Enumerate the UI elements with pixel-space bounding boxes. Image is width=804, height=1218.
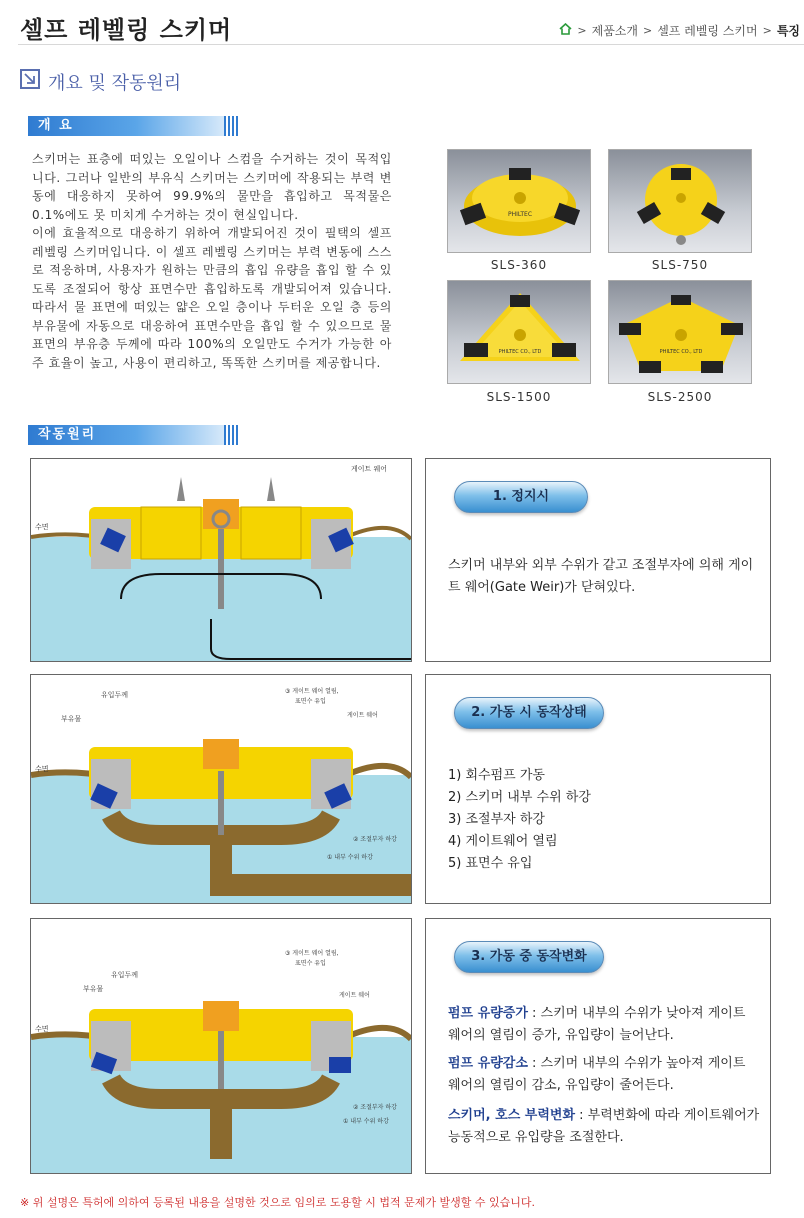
step-title: 3. 가동 중 동작변화 [454,941,604,973]
step-list-item: 5) 표면수 유입 [448,856,533,871]
diagram-label: ① 내부 수위 하강 [327,854,373,861]
diagram-label: 표면수 유입 [295,698,326,705]
step-item [448,1003,760,1047]
diagram-label: 부유물 [61,715,82,723]
step-item [448,1053,760,1097]
chevron-right-icon: > [577,24,587,37]
diagram-label: 유입두께 [101,691,129,699]
step-item-text: : 스키머 내부의 수위가 높아져 게이트 웨어의 열림이 감소, 유입량이 줄어든다. [448,1056,746,1093]
chevron-right-icon: > [762,24,772,37]
diagram-label: 표면수 유입 [295,960,326,967]
step-list [448,765,591,875]
diagram-running [30,674,412,904]
step-list-item: 4) 게이트웨어 열림 [448,834,558,849]
step-card-variation [425,918,771,1174]
diagram-label: 게이트 웨어 [347,712,378,719]
band-stripes [224,425,238,445]
product-brand-label: PHILTEC CO., LTD [659,349,703,355]
diagram-label: ① 내부 수위 하강 [343,1118,389,1125]
overview-heading: 개 요 [28,116,224,136]
operation-heading: 작동원리 [28,425,224,445]
band-stripes [224,116,238,136]
step-card-idle [425,458,771,662]
diagram-variation [30,918,412,1174]
product-photo-sls-360 [447,149,591,253]
legal-notice: ※ 위 설명은 특허에 의하여 등록된 내용을 설명한 것으로 임의로 도용할 시 법적 문제가 발생할 수 있습니다. [20,1196,535,1209]
product-caption: SLS-2500 [647,390,713,404]
step-title: 2. 가동 시 동작상태 [454,697,604,729]
product-brand-label: PHILTEC CO., LTD [498,349,542,355]
chevron-right-icon: > [643,24,653,37]
step-list-item: 3) 조절부자 하강 [448,812,545,827]
overview-heading-band [28,116,238,136]
diagram-label: 게이트 웨어 [351,465,388,473]
page-title: 셀프 레벨링 스키머 [20,16,233,44]
product-caption: SLS-1500 [486,390,552,404]
header-divider [18,44,804,45]
step-card-running [425,674,771,904]
overview-paragraph: 이에 효율적으로 대응하기 위하여 개발되어진 것이 필택의 셀프 레벨링 스키머입니다. 이 셀프 레벨링 스키머는 부력 변동에 스스로 적응하며, 사용자가 원하는 만큼의 흡입 유량을 흡입 할 수 있도록 조절되어 항상 표면수만 흡입하도록 개발되어져 있습니다. 따라서 물 표면에 떠있는 얇은 오일 층이나 두터운 오일 층 등의 부유물에 자동으로 대응하여 표면수만을 흡입 할 수 있으므로 물표면의 부유층 두께에 따라 100%의 오일만도 수거가 가능한 아주 효율이 높고, 사용이 편리하고, 똑똑한 스키머를 제공합니다. [32,226,392,370]
step-list-item: 2) 스키머 내부 수위 하강 [448,790,591,805]
diagram-label: 부유물 [83,985,104,993]
overview-paragraph: 스키머는 표층에 떠있는 오일이나 스컴을 수거하는 것이 목적입니다. 그러나 일반의 부유식 스키머는 스키머에 작용되는 부력 변동에 대응하지 못하여 99.9%의 물만을 흡입하고 목적물은 0.1%에도 못 미치게 수거하는 것이 현실입니다. [32,152,392,222]
operation-heading-band [28,425,238,445]
step-text: 스키머 내부와 외부 수위가 같고 조절부자에 의해 게이트 웨어(Gate Weir)가 닫혀있다. [448,558,754,595]
home-icon[interactable] [559,23,572,38]
diagram-label: 수면 [35,765,49,773]
step-item [448,1105,760,1149]
product-photo-sls-750 [608,149,752,253]
diagram-label: 유입두께 [111,971,139,979]
product-photo-sls-1500 [447,280,591,384]
step-list-item: 1) 회수펌프 가동 [448,768,545,783]
product-brand-label: PHILTEC [507,211,533,218]
diagram-label: ② 조절부자 하강 [353,836,397,843]
overview-text [32,150,392,372]
diagram-idle [30,458,412,662]
step-item-term: 스키머, 호스 부력변화 [448,1108,576,1123]
diagram-label: ③ 게이트 웨어 열림, [285,688,339,695]
diagram-label: ③ 게이트 웨어 열림, [285,950,339,957]
diagram-label: ② 조절부자 하강 [353,1104,397,1111]
product-photo-sls-2500 [608,280,752,384]
arrow-box-icon [20,69,40,89]
breadcrumb [559,22,800,39]
step-item-text: : 부력변화에 따라 게이트웨어가 능동적으로 유입량을 조절한다. [448,1108,760,1145]
breadcrumb-item[interactable]: 셀프 레벨링 스키머 [657,24,758,38]
section-title: 개요 및 작동원리 [48,73,182,94]
diagram-label: 게이트 웨어 [339,992,370,999]
diagram-label: 수면 [35,523,49,531]
product-caption: SLS-750 [651,258,709,272]
breadcrumb-item[interactable]: 제품소개 [591,24,638,38]
step-item-term: 펌프 유량증가 [448,1006,528,1021]
step-item-term: 펌프 유량감소 [448,1056,528,1071]
breadcrumb-current: 특징 [776,24,800,38]
step-item-text: : 스키머 내부의 수위가 낮아져 게이트 웨어의 열림이 증가, 유입량이 늘어난다. [448,1006,746,1043]
step-title: 1. 정지시 [454,481,588,513]
diagram-label: 수면 [35,1025,49,1033]
product-caption: SLS-360 [490,258,548,272]
